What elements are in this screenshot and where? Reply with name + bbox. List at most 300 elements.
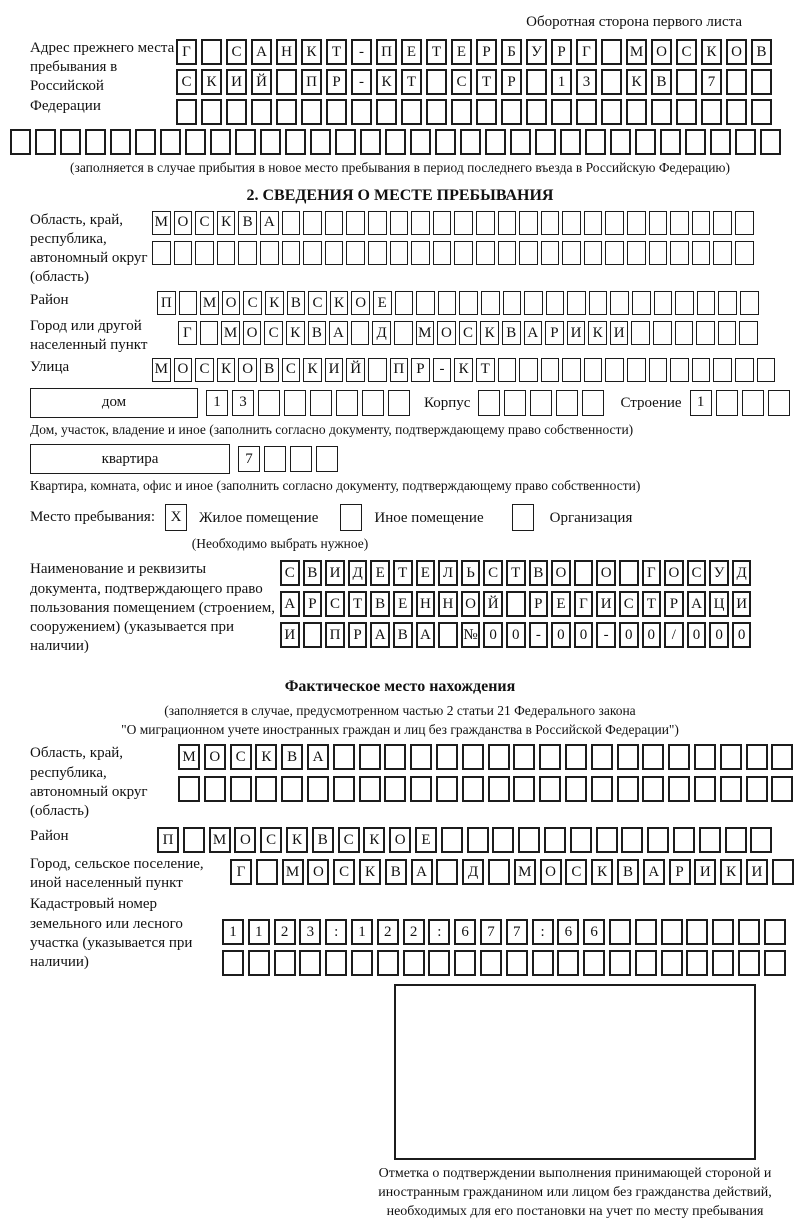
char-box[interactable] — [410, 776, 432, 802]
char-box[interactable] — [485, 129, 506, 155]
char-box[interactable] — [589, 291, 608, 315]
char-box[interactable] — [642, 744, 664, 770]
char-box[interactable]: С — [282, 358, 301, 382]
char-box[interactable] — [544, 827, 566, 853]
char-box[interactable] — [478, 390, 500, 416]
char-box[interactable] — [519, 358, 538, 382]
char-box[interactable] — [222, 950, 244, 976]
char-box[interactable] — [454, 950, 476, 976]
char-box[interactable] — [235, 129, 256, 155]
char-box[interactable] — [433, 241, 452, 265]
char-box[interactable]: А — [329, 321, 348, 345]
char-box[interactable] — [200, 321, 219, 345]
char-box[interactable]: : — [532, 919, 554, 945]
char-box[interactable]: Е — [416, 560, 436, 586]
char-box[interactable]: К — [265, 291, 284, 315]
char-box[interactable]: О — [243, 321, 262, 345]
char-box[interactable] — [771, 776, 793, 802]
char-box[interactable] — [426, 99, 447, 125]
char-box[interactable] — [454, 211, 473, 235]
char-box[interactable]: С — [565, 859, 587, 885]
char-box[interactable]: В — [385, 859, 407, 885]
char-box[interactable]: В — [751, 39, 772, 65]
char-box[interactable]: М — [152, 211, 171, 235]
char-box[interactable] — [325, 950, 347, 976]
char-box[interactable]: Д — [462, 859, 484, 885]
char-box[interactable]: 0 — [709, 622, 729, 648]
char-box[interactable] — [351, 950, 373, 976]
char-box[interactable]: О — [174, 358, 193, 382]
char-box[interactable] — [336, 390, 358, 416]
char-box[interactable]: О — [437, 321, 456, 345]
char-box[interactable]: В — [502, 321, 521, 345]
char-box[interactable] — [230, 776, 252, 802]
char-box[interactable] — [506, 950, 528, 976]
char-box[interactable] — [498, 358, 517, 382]
char-box[interactable] — [179, 291, 198, 315]
char-box[interactable]: 6 — [583, 919, 605, 945]
char-box[interactable] — [712, 950, 734, 976]
char-box[interactable] — [183, 827, 205, 853]
char-box[interactable]: А — [416, 622, 436, 648]
char-box[interactable] — [480, 950, 502, 976]
char-box[interactable] — [264, 446, 286, 472]
char-box[interactable]: С — [459, 321, 478, 345]
char-box[interactable]: - — [351, 69, 372, 95]
char-box[interactable] — [335, 129, 356, 155]
char-box[interactable] — [467, 827, 489, 853]
char-box[interactable] — [605, 358, 624, 382]
char-box[interactable] — [255, 776, 277, 802]
char-box[interactable] — [385, 129, 406, 155]
char-box[interactable]: В — [370, 591, 390, 617]
char-box[interactable] — [488, 859, 510, 885]
char-box[interactable]: Н — [276, 39, 297, 65]
char-box[interactable]: Е — [551, 591, 571, 617]
char-box[interactable] — [394, 321, 413, 345]
char-box[interactable] — [436, 776, 458, 802]
char-box[interactable] — [217, 241, 236, 265]
char-box[interactable]: К — [591, 859, 613, 885]
char-box[interactable]: О — [461, 591, 481, 617]
char-box[interactable]: С — [325, 591, 345, 617]
char-box[interactable] — [498, 211, 517, 235]
char-box[interactable] — [739, 321, 758, 345]
char-box[interactable] — [751, 69, 772, 95]
char-box[interactable] — [617, 744, 639, 770]
char-box[interactable]: Г — [178, 321, 197, 345]
char-box[interactable]: Е — [393, 591, 413, 617]
char-box[interactable] — [675, 321, 694, 345]
char-box[interactable] — [346, 241, 365, 265]
char-box[interactable]: И — [325, 358, 344, 382]
char-box[interactable]: 0 — [483, 622, 503, 648]
stay-type-checkbox-other[interactable] — [340, 504, 362, 531]
char-box[interactable]: К — [454, 358, 473, 382]
char-box[interactable]: Й — [346, 358, 365, 382]
char-box[interactable]: В — [529, 560, 549, 586]
char-box[interactable]: К — [701, 39, 722, 65]
char-box[interactable] — [697, 291, 716, 315]
char-box[interactable] — [771, 744, 793, 770]
char-box[interactable]: К — [255, 744, 277, 770]
char-box[interactable] — [274, 950, 296, 976]
char-box[interactable]: : — [428, 919, 450, 945]
char-box[interactable]: / — [664, 622, 684, 648]
char-box[interactable]: А — [687, 591, 707, 617]
char-box[interactable] — [642, 776, 664, 802]
char-box[interactable] — [746, 744, 768, 770]
char-box[interactable]: К — [480, 321, 499, 345]
char-box[interactable]: Р — [348, 622, 368, 648]
char-box[interactable] — [726, 69, 747, 95]
char-box[interactable] — [303, 241, 322, 265]
char-box[interactable]: Г — [176, 39, 197, 65]
char-box[interactable] — [651, 99, 672, 125]
char-box[interactable] — [530, 390, 552, 416]
char-box[interactable] — [560, 129, 581, 155]
char-box[interactable]: И — [694, 859, 716, 885]
char-box[interactable] — [670, 211, 689, 235]
char-box[interactable] — [256, 859, 278, 885]
char-box[interactable] — [260, 129, 281, 155]
char-box[interactable] — [454, 241, 473, 265]
char-box[interactable] — [303, 211, 322, 235]
char-box[interactable] — [627, 358, 646, 382]
char-box[interactable] — [692, 211, 711, 235]
char-box[interactable]: О — [664, 560, 684, 586]
char-box[interactable] — [438, 622, 458, 648]
char-box[interactable] — [617, 776, 639, 802]
char-box[interactable] — [584, 241, 603, 265]
char-box[interactable] — [562, 211, 581, 235]
char-box[interactable] — [428, 950, 450, 976]
char-box[interactable]: 2 — [274, 919, 296, 945]
char-box[interactable]: К — [286, 827, 308, 853]
char-box[interactable] — [333, 744, 355, 770]
char-box[interactable] — [411, 241, 430, 265]
char-box[interactable]: С — [230, 744, 252, 770]
char-box[interactable] — [284, 390, 306, 416]
char-box[interactable] — [251, 99, 272, 125]
char-box[interactable] — [310, 129, 331, 155]
char-box[interactable]: К — [720, 859, 742, 885]
char-box[interactable]: И — [567, 321, 586, 345]
char-box[interactable]: Р — [664, 591, 684, 617]
char-box[interactable] — [567, 291, 586, 315]
char-box[interactable] — [556, 390, 578, 416]
char-box[interactable] — [701, 99, 722, 125]
char-box[interactable]: К — [588, 321, 607, 345]
char-box[interactable] — [738, 919, 760, 945]
char-box[interactable]: Р — [411, 358, 430, 382]
char-box[interactable] — [433, 211, 452, 235]
char-box[interactable]: А — [524, 321, 543, 345]
char-box[interactable] — [492, 827, 514, 853]
char-box[interactable] — [757, 358, 776, 382]
char-box[interactable]: С — [260, 827, 282, 853]
char-box[interactable] — [661, 919, 683, 945]
char-box[interactable]: Р — [326, 69, 347, 95]
char-box[interactable]: Г — [576, 39, 597, 65]
char-box[interactable] — [740, 291, 759, 315]
char-box[interactable]: 0 — [574, 622, 594, 648]
char-box[interactable]: 0 — [687, 622, 707, 648]
char-box[interactable] — [627, 241, 646, 265]
char-box[interactable]: 3 — [576, 69, 597, 95]
char-box[interactable]: О — [651, 39, 672, 65]
char-box[interactable]: Р — [476, 39, 497, 65]
char-box[interactable]: 0 — [642, 622, 662, 648]
char-box[interactable] — [195, 241, 214, 265]
char-box[interactable]: Р — [303, 591, 323, 617]
char-box[interactable] — [10, 129, 31, 155]
char-box[interactable]: И — [732, 591, 752, 617]
char-box[interactable]: - — [529, 622, 549, 648]
char-box[interactable] — [351, 321, 370, 345]
char-box[interactable] — [584, 211, 603, 235]
char-box[interactable]: Т — [642, 591, 662, 617]
char-box[interactable]: О — [540, 859, 562, 885]
char-box[interactable]: О — [551, 560, 571, 586]
char-box[interactable] — [441, 827, 463, 853]
char-box[interactable] — [390, 211, 409, 235]
char-box[interactable]: 3 — [232, 390, 254, 416]
char-box[interactable] — [621, 827, 643, 853]
char-box[interactable] — [551, 99, 572, 125]
char-box[interactable] — [742, 390, 764, 416]
char-box[interactable]: Л — [438, 560, 458, 586]
char-box[interactable]: Н — [416, 591, 436, 617]
char-box[interactable] — [368, 241, 387, 265]
char-box[interactable]: 6 — [454, 919, 476, 945]
char-box[interactable]: Р — [545, 321, 564, 345]
stay-type-checkbox-residential[interactable]: X — [165, 504, 187, 531]
char-box[interactable] — [226, 99, 247, 125]
house-type-box[interactable]: дом — [30, 388, 198, 418]
char-box[interactable] — [476, 241, 495, 265]
char-box[interactable] — [541, 211, 560, 235]
char-box[interactable]: - — [433, 358, 452, 382]
char-box[interactable]: А — [251, 39, 272, 65]
char-box[interactable] — [626, 99, 647, 125]
char-box[interactable] — [576, 99, 597, 125]
char-box[interactable] — [248, 950, 270, 976]
char-box[interactable]: М — [200, 291, 219, 315]
char-box[interactable]: 1 — [206, 390, 228, 416]
char-box[interactable]: Т — [393, 560, 413, 586]
char-box[interactable] — [696, 321, 715, 345]
char-box[interactable]: 0 — [619, 622, 639, 648]
char-box[interactable]: М — [282, 859, 304, 885]
char-box[interactable] — [462, 776, 484, 802]
char-box[interactable]: К — [363, 827, 385, 853]
char-box[interactable]: Е — [370, 560, 390, 586]
char-box[interactable] — [710, 129, 731, 155]
char-box[interactable]: С — [333, 859, 355, 885]
char-box[interactable]: В — [617, 859, 639, 885]
char-box[interactable] — [281, 776, 303, 802]
char-box[interactable]: Г — [642, 560, 662, 586]
char-box[interactable] — [384, 744, 406, 770]
char-box[interactable] — [601, 39, 622, 65]
char-box[interactable]: В — [312, 827, 334, 853]
char-box[interactable] — [506, 591, 526, 617]
char-box[interactable] — [635, 919, 657, 945]
char-box[interactable] — [686, 919, 708, 945]
char-box[interactable]: В — [651, 69, 672, 95]
char-box[interactable] — [301, 99, 322, 125]
char-box[interactable] — [720, 776, 742, 802]
char-box[interactable]: Е — [415, 827, 437, 853]
char-box[interactable] — [436, 744, 458, 770]
char-box[interactable] — [591, 744, 613, 770]
char-box[interactable]: И — [280, 622, 300, 648]
char-box[interactable] — [591, 776, 613, 802]
char-box[interactable]: В — [260, 358, 279, 382]
char-box[interactable]: 1 — [248, 919, 270, 945]
char-box[interactable] — [610, 129, 631, 155]
char-box[interactable]: А — [280, 591, 300, 617]
char-box[interactable] — [460, 129, 481, 155]
char-box[interactable]: Р — [529, 591, 549, 617]
char-box[interactable]: Н — [438, 591, 458, 617]
char-box[interactable]: 0 — [506, 622, 526, 648]
char-box[interactable]: 1 — [690, 390, 712, 416]
char-box[interactable]: И — [610, 321, 629, 345]
char-box[interactable]: 0 — [551, 622, 571, 648]
char-box[interactable] — [282, 211, 301, 235]
char-box[interactable]: А — [643, 859, 665, 885]
char-box[interactable]: К — [303, 358, 322, 382]
char-box[interactable] — [654, 291, 673, 315]
char-box[interactable]: П — [301, 69, 322, 95]
apartment-type-box[interactable]: квартира — [30, 444, 230, 474]
char-box[interactable]: К — [217, 358, 236, 382]
char-box[interactable]: Р — [501, 69, 522, 95]
char-box[interactable] — [459, 291, 478, 315]
char-box[interactable]: О — [726, 39, 747, 65]
char-box[interactable]: Е — [401, 39, 422, 65]
char-box[interactable]: И — [596, 591, 616, 617]
char-box[interactable]: П — [157, 291, 176, 315]
char-box[interactable] — [501, 99, 522, 125]
char-box[interactable]: М — [514, 859, 536, 885]
char-box[interactable] — [539, 776, 561, 802]
char-box[interactable] — [583, 950, 605, 976]
char-box[interactable] — [605, 211, 624, 235]
char-box[interactable] — [692, 241, 711, 265]
char-box[interactable] — [713, 241, 732, 265]
char-box[interactable] — [570, 827, 592, 853]
char-box[interactable] — [649, 211, 668, 235]
char-box[interactable]: С — [687, 560, 707, 586]
char-box[interactable] — [565, 776, 587, 802]
char-box[interactable]: П — [325, 622, 345, 648]
char-box[interactable]: Г — [574, 591, 594, 617]
char-box[interactable] — [403, 950, 425, 976]
char-box[interactable]: И — [325, 560, 345, 586]
char-box[interactable]: 1 — [551, 69, 572, 95]
char-box[interactable]: П — [390, 358, 409, 382]
char-box[interactable] — [526, 69, 547, 95]
char-box[interactable] — [601, 69, 622, 95]
char-box[interactable] — [176, 99, 197, 125]
char-box[interactable] — [675, 291, 694, 315]
char-box[interactable]: С — [264, 321, 283, 345]
char-box[interactable] — [60, 129, 81, 155]
char-box[interactable]: У — [709, 560, 729, 586]
char-box[interactable] — [565, 744, 587, 770]
char-box[interactable] — [557, 950, 579, 976]
char-box[interactable] — [326, 99, 347, 125]
char-box[interactable] — [713, 211, 732, 235]
char-box[interactable] — [362, 390, 384, 416]
char-box[interactable]: С — [195, 211, 214, 235]
char-box[interactable]: Р — [551, 39, 572, 65]
char-box[interactable] — [395, 291, 414, 315]
char-box[interactable] — [325, 211, 344, 235]
char-box[interactable] — [160, 129, 181, 155]
char-box[interactable] — [416, 291, 435, 315]
char-box[interactable] — [772, 859, 794, 885]
char-box[interactable] — [746, 776, 768, 802]
char-box[interactable]: О — [351, 291, 370, 315]
char-box[interactable] — [676, 99, 697, 125]
char-box[interactable] — [503, 291, 522, 315]
char-box[interactable]: К — [359, 859, 381, 885]
char-box[interactable] — [333, 776, 355, 802]
char-box[interactable] — [258, 390, 280, 416]
char-box[interactable]: С — [676, 39, 697, 65]
char-box[interactable]: О — [234, 827, 256, 853]
char-box[interactable]: Т — [348, 591, 368, 617]
char-box[interactable]: В — [238, 211, 257, 235]
char-box[interactable] — [649, 241, 668, 265]
char-box[interactable] — [360, 129, 381, 155]
char-box[interactable] — [685, 129, 706, 155]
char-box[interactable]: В — [308, 321, 327, 345]
char-box[interactable] — [735, 129, 756, 155]
char-box[interactable] — [668, 776, 690, 802]
char-box[interactable]: Д — [372, 321, 391, 345]
char-box[interactable] — [585, 129, 606, 155]
char-box[interactable] — [670, 241, 689, 265]
char-box[interactable] — [649, 358, 668, 382]
char-box[interactable]: П — [376, 39, 397, 65]
char-box[interactable] — [325, 241, 344, 265]
char-box[interactable] — [694, 744, 716, 770]
char-box[interactable] — [735, 241, 754, 265]
char-box[interactable]: О — [238, 358, 257, 382]
char-box[interactable]: Г — [230, 859, 252, 885]
char-box[interactable] — [85, 129, 106, 155]
char-box[interactable]: М — [152, 358, 171, 382]
char-box[interactable]: С — [280, 560, 300, 586]
char-box[interactable] — [451, 99, 472, 125]
char-box[interactable] — [735, 358, 754, 382]
char-box[interactable] — [310, 390, 332, 416]
stay-type-checkbox-organization[interactable] — [512, 504, 534, 531]
char-box[interactable] — [488, 776, 510, 802]
char-box[interactable] — [384, 776, 406, 802]
char-box[interactable] — [524, 291, 543, 315]
char-box[interactable]: 7 — [506, 919, 528, 945]
char-box[interactable]: С — [226, 39, 247, 65]
char-box[interactable]: Й — [251, 69, 272, 95]
char-box[interactable] — [738, 950, 760, 976]
char-box[interactable] — [535, 129, 556, 155]
